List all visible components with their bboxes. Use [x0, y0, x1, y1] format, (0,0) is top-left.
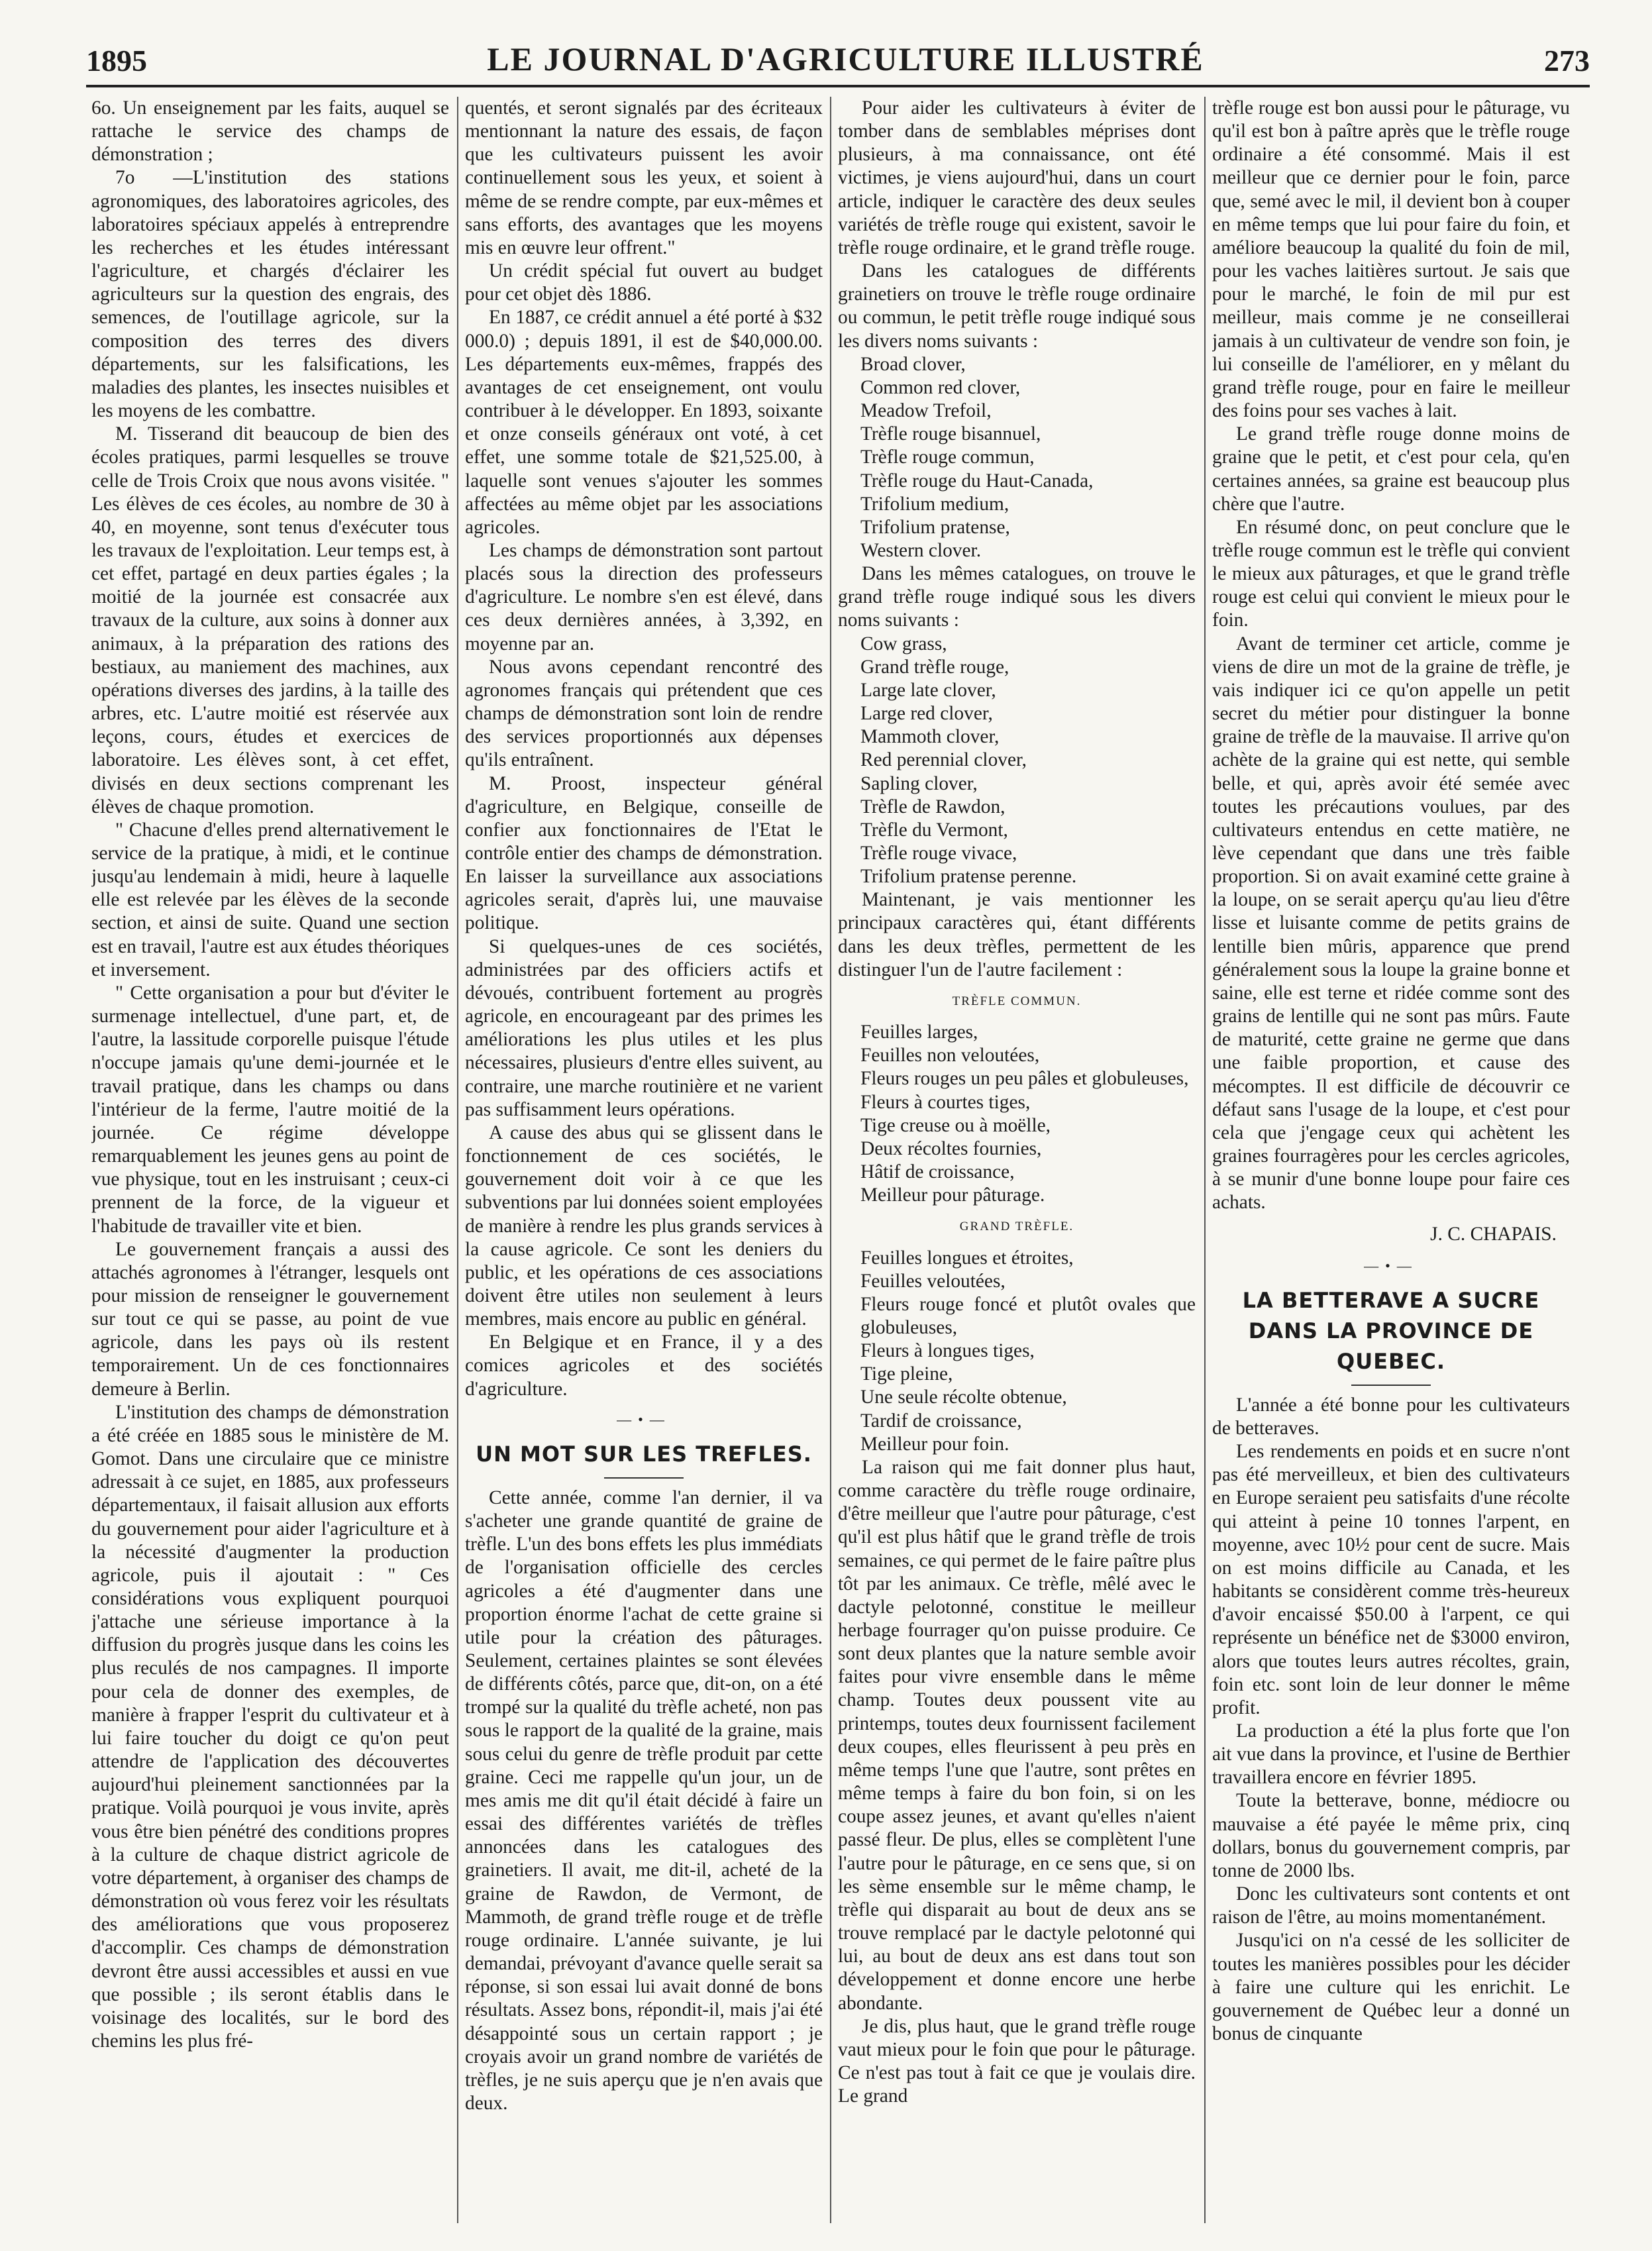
list-item: Meilleur pour pâturage. — [860, 1184, 1045, 1206]
list-item: Deux récoltes fournies, — [860, 1137, 1042, 1159]
list-item: Red perennial clover, — [860, 749, 1027, 771]
column-1 — [91, 97, 449, 2223]
header-year: 1895 — [86, 44, 147, 78]
paragraph: Je dis, plus haut, que le grand trèfle rouge vaut mieux pour le foin que pour le pâturage. Ce n'est pas tout à fait ce que je voulais dire. Le grand — [838, 2015, 1196, 2107]
paragraph: Cette année, comme l'an dernier, il va s'acheter une grande quantité de graine de trèfle. L'un des bons effets les plus immédiats de l'organisation officielle des cercles agricoles a été d'augmenter dans une proportion énorme l'achat de cette graine si utile pour la création des pâturages. Seulement, certaines plaintes se sont élevées de différents côtés, parce que, dit-on, on a été trompé sur la qualité du trèfle acheté, non pas sous le rapport de la qualité de la graine, mais sous celui du genre de trèfle produit par cette graine. Ceci me rappelle qu'un jour, un de mes amis me dit qu'il était décidé à faire un essai des différentes variétés de trèfles annoncées dans les catalogues des grainetiers. Il avait, me dit-il, acheté de la graine de Rawdon, de Vermont, de Mammoth, de grand trèfle rouge et de trèfle rouge ordinaire. L'année suivante, je lui demandai, prévoyant d'avance quelle serait sa réponse, si son essai lui avait donné de bons résultats. Assez bons, répondit-il, mais j'ai été désappointé sous un certain rapport ; je croyais avoir un grand nombre de variétés de trèfles, je ne suis aperçu que je n'en avais que deux. — [465, 1487, 823, 2114]
paragraph: Donc les cultivateurs sont contents et ont raison de l'être, au moins momentanément. — [1212, 1883, 1570, 1928]
list-item: Trèfle de Rawdon, — [860, 796, 1006, 817]
journal-title: LE JOURNAL D'AGRICULTURE ILLUSTRÉ — [487, 40, 1204, 78]
common-traits-list — [838, 1021, 1196, 1207]
column-divider — [457, 97, 458, 2223]
list-item: Feuilles veloutées, — [860, 1270, 1006, 1292]
paragraph: " Chacune d'elles prend alternativement le service de la pratique, à midi, et le continue jusqu'au lendemain à midi, heure à laquelle elle est relevée par les élèves de la seconde section, et ainsi de suite. Quand une section est en travail, l'autre est aux études théoriques et inversement. — [91, 819, 449, 980]
paragraph: Dans les mêmes catalogues, on trouve le grand trèfle rouge indiqué sous les divers noms suivants : — [838, 563, 1196, 631]
grand-traits-list — [838, 1247, 1196, 1456]
title-rule — [1351, 1385, 1431, 1386]
running-head — [86, 32, 1590, 78]
article-title-treffles: UN MOT SUR LES TREFLES. — [476, 1441, 812, 1467]
list-item: Western clover. — [860, 539, 982, 561]
paragraph: En 1887, ce crédit annuel a été porté à $32 000.0) ; depuis 1891, il est de $40,000.00. Les départements eux-mêmes, frappés des avantages de cet enseignement, ont voulu contribuer à le développer. En 1893, soixante et onze conseils généraux ont voté, à cet effet, une somme totale de $21,525.00, à laquelle sont venues s'ajouter les sommes affectées au même objet par les associations agricoles. — [465, 307, 823, 538]
list-item: Trèfle du Vermont, — [860, 819, 1008, 841]
paragraph: A cause des abus qui se glissent dans le fonctionnement de ces sociétés, le gouvernement doit voir à ce que les subventions par lui données soient employées de manière à rendre les plus grands services à la cause agricole. Ce sont les deniers du public, et les opérations de ces associations doivent être utiles non seulement à leurs membres, mais encore au public en général. — [465, 1122, 823, 1330]
subheading-grand-trefle: GRAND TRÈFLE. — [959, 1220, 1074, 1234]
subheading-trefle-commun: TRÈFLE COMMUN. — [952, 994, 1082, 1008]
author-signature: J. C. CHAPAIS. — [1430, 1223, 1557, 1245]
list-item: Fleurs rouge foncé et plutôt ovales que globuleuses, — [860, 1293, 1196, 1338]
list-item: Mammoth clover, — [860, 726, 1000, 748]
paragraph: M. Tisserand dit beaucoup de bien des écoles pratiques, parmi lesquelles se trouve celle de Trois Croix que nous avons visitée. " Les élèves de ces écoles, au nombre de 30 à 40, en moyenne, sont tenus d'exécuter tous les travaux de l'exploitation. Leur temps est, à cet effet, partagé en deux parties égales ; la moitié de la journée est consacrée aux travaux de la culture, aux soins à donner aux animaux, à la préparation des rations des bestiaux, au maniement des machines, aux opérations diverses des jardins, à la taille des arbres, etc. L'autre moitié est réservée aux leçons, cours, études et exercices de laboratoire. Les élèves sont, à cet effet, divisés en deux sections comprenant les élèves de chaque promotion. — [91, 423, 449, 817]
list-item: Common red clover, — [860, 376, 1021, 398]
list-item: Fleurs à courtes tiges, — [860, 1091, 1031, 1113]
column-divider — [830, 97, 831, 2223]
list-item: Broad clover, — [860, 353, 966, 375]
list-item: Fleurs rouges un peu pâles et globuleuses, — [860, 1068, 1189, 1090]
paragraph: L'institution des champs de démonstration a été créée en 1885 sous le ministère de M. Gomot. Dans une circulaire que ce ministre adressait à ce sujet, en 1885, aux professeurs départementaux, il faisait allusion aux efforts du gouvernement pour aider l'agriculture et à la nécessité d'augmenter la production agricole, puis il ajoutait : " Ces considérations vous expliquent pourquoi j'attache une sérieuse importance à la diffusion du progrès jusque dans les coins les plus reculés de nos campagnes. Il importe pour cela de donner des exemples, de manière à frapper l'esprit du cultivateur et à lui faire toucher du doigt ce qu'on peut attendre de l'application des découvertes aujourd'hui pleinement sanctionnées par la pratique. Voilà pourquoi je vous invite, après vous être bien pénétré des conditions propres à la culture de chaque district agricole de votre département, à organiser des champs de démonstration où vous ferez voir les résultats des améliorations que vous proposerez d'accomplir. Ces champs de démonstration devront être aussi accessibles et aussi en vue que possible ; ils seront établis dans le voisinage des localités, sur le bord des chemins les plus fré- — [91, 1401, 449, 2052]
list-item: Trèfle rouge vivace, — [860, 843, 1017, 864]
paragraph: Nous avons cependant rencontré des agronomes français qui prétendent que ces champs de démonstration sont loin de rendre des services proportionnés aux dépenses qu'ils entraînent. — [465, 656, 823, 771]
list-item: Hâtif de croissance, — [860, 1161, 1015, 1183]
list-item: Feuilles non veloutées, — [860, 1045, 1040, 1067]
column-3 — [838, 97, 1196, 2223]
title-rule — [604, 1477, 684, 1479]
list-item: Meilleur pour foin. — [860, 1433, 1009, 1455]
page-number: 273 — [1544, 44, 1590, 78]
paragraph: 6o. Un enseignement par les faits, auquel se rattache le service des champs de démonstration ; — [91, 97, 449, 166]
article-title-betterave: LA BETTERAVE A SUCRE DANS LA PROVINCE DE QUEBEC. — [1242, 1287, 1540, 1374]
paragraph: Si quelques-unes de ces sociétés, administrées par des officiers actifs et dévoués, contribuent fortement au progrès agricole, en encourageant par des primes les améliorations les plus utiles et les plus nécessaires, plusieurs d'entre elles suivent, au contraire, une marche routinière et ne varient pas suffisamment leurs opérations. — [465, 935, 823, 1120]
list-item: Large red clover, — [860, 703, 993, 725]
column-4 — [1212, 97, 1570, 2223]
list-item: Grand trèfle rouge, — [860, 656, 1009, 678]
section-ornament: —•— — [617, 1410, 671, 1428]
paragraph: Dans les catalogues de différents grainetiers on trouve le trèfle rouge ordinaire ou commun, le petit trèfle rouge indiqué sous les divers noms suivants : — [838, 260, 1196, 352]
list-item: Large late clover, — [860, 679, 996, 701]
paragraph: Les champs de démonstration sont partout placés sous la direction des professeurs d'agriculture. Le nombre s'en est élevé, dans ces deux dernières années, à 3,392, en moyenne par an. — [465, 539, 823, 654]
clover-names-large-list — [838, 633, 1196, 889]
paragraph: En résumé donc, on peut conclure que le trèfle rouge commun est le trèfle qui convient le mieux aux pâturages, et que le grand trèfle rouge est celui qui convient le mieux pour le foin. — [1212, 516, 1570, 631]
list-item: Tige pleine, — [860, 1363, 953, 1385]
list-item: Cow grass, — [860, 633, 947, 654]
paragraph: Pour aider les cultivateurs à éviter de tomber dans de semblables méprises dont plusieurs, à ma connaissance, ont été victimes, je viens aujourd'hui, dans un court article, indiquer le caractère des deux seules variétés de trèfle rouge qui existent, savoir le trèfle rouge ordinaire, et le grand trèfle rouge. — [838, 97, 1196, 258]
list-item: Tardif de croissance, — [860, 1410, 1022, 1432]
paragraph: La production a été la plus forte que l'on ait vue dans la province, et l'usine de Berthier travaillera encore en février 1895. — [1212, 1720, 1570, 1789]
paragraph: Le gouvernement français a aussi des attachés agronomes à l'étranger, lesquels ont pour mission de renseigner le gouvernement sur tout ce qui se passe, au point de vue agricole, dans les pays où ils restent temporairement. Un de ces fonctionnaires demeure à Berlin. — [91, 1238, 449, 1400]
paragraph: Jusqu'ici on n'a cessé de les solliciter de toutes les manières possibles pour les décider à faire une culture qui les enrichit. Le gouvernement de Québec leur a donné un bonus de cinquante — [1212, 1930, 1570, 2045]
list-item: Feuilles larges, — [860, 1021, 978, 1043]
list-item: Tige creuse ou à moëlle, — [860, 1114, 1051, 1136]
column-2 — [465, 97, 823, 2223]
section-ornament: —•— — [1364, 1257, 1418, 1274]
paragraph: L'année a été bonne pour les cultivateurs de betteraves. — [1212, 1394, 1570, 1439]
column-divider — [1204, 97, 1206, 2223]
paragraph: En Belgique et en France, il y a des comices agricoles et des sociétés d'agriculture. — [465, 1332, 823, 1400]
paragraph: Avant de terminer cet article, comme je viens de dire un mot de la graine de trèfle, je vais indiquer ici ce qu'on appelle un petit secret du métier pour distinguer la bonne graine de trèfle de la mauvaise. Il arrive qu'on achète de la graine qui est nette, qui semble belle, et qui, après avoir été semée avec toutes les précautions voulues, par des cultivateurs entendus en cette matière, ne lève cependant que dans une très faible proportion. Si on avait examiné cette graine à la loupe, on se serait aperçu qu'au lieu d'être lisse et luisante comme de petits grains de lentille bien mûris, apparence que prend généralement sous la loupe la graine bonne et saine, elle est terne et ridée comme sont des grains de lentille qui ne sont pas mûrs. Faute de maturité, cette graine ne germe que dans une faible proportion, et cause des mécomptes. Il est difficile de découvrir ce défaut sans l'usage de la loupe, et c'est pour cela que j'engage ceux qui achètent les graines fourragères pour les cercles agricoles, à se munir d'une bonne loupe pour faire ces achats. — [1212, 633, 1570, 1214]
paragraph: La raison qui me fait donner plus haut, comme caractère du trèfle rouge ordinaire, d'être meilleur que l'autre pour pâturage, c'est qu'il est plus hâtif que le grand trèfle de trois semaines, ce qui permet de le faire paître plus tôt par les animaux. Ce trèfle, mêlé avec le dactyle pelotonné, constitue le meilleur herbage fourrager qu'on puisse produire. Ce sont deux plantes que la nature semble avoir faites pour vivre ensemble dans le même champ. Toutes deux poussent vite au printemps, toutes deux fournissent facilement deux coupes, elles fleurissent à peu près en même temps l'une que l'autre, sont prêtes en même temps à faire du bon foin, si on les coupe assez jeunes, et avant qu'elles n'aient passé fleur. De plus, elles se complètent l'une l'autre pour le pâturage, en ce sens que, si on les sème ensemble sur le même champ, le trèfle qui disparait au bout de deux ans se trouve remplacé par le dactyle pelotonné qui lui, au bout de deux ans est dans tout son développement et donne encore une herbe abondante. — [838, 1456, 1196, 2014]
list-item: Trifolium medium, — [860, 493, 1009, 515]
list-item: Trèfle rouge bisannuel, — [860, 423, 1041, 445]
list-item: Sapling clover, — [860, 772, 978, 794]
paragraph: Toute la betterave, bonne, médiocre ou mauvaise a été payée le même prix, cinq dollars, bonus du gouvernement compris, par tonne de 2000 lbs. — [1212, 1790, 1570, 1881]
list-item: Feuilles longues et étroites, — [860, 1247, 1074, 1269]
clover-names-common-list — [838, 353, 1196, 562]
paragraph: Le grand trèfle rouge donne moins de graine que le petit, et c'est pour cela, qu'en certaines années, sa graine est beaucoup plus chère que l'autre. — [1212, 423, 1570, 515]
paragraph: Maintenant, je vais mentionner les principaux caractères qui, étant différents dans les deux trèfles, permettent de les distinguer l'un de l'autre facilement : — [838, 889, 1196, 980]
paragraph: Un crédit spécial fut ouvert au budget pour cet objet dès 1886. — [465, 260, 823, 305]
list-item: Trifolium pratense, — [860, 516, 1010, 538]
list-item: Fleurs à longues tiges, — [860, 1340, 1035, 1362]
paragraph: 7o —L'institution des stations agronomiques, des laboratoires agricoles, des laboratoires spéciaux appelés à entreprendre les recherches et les études intéressant l'agriculture, et chargés d'éclairer les agriculteurs sur la question des engrais, des semences, de l'outillage agricole, sur la composition des terres des divers départements, sur les falsifications, les maladies des plantes, les insectes nuisibles et les moyens de les combattre. — [91, 167, 449, 422]
header-rule — [86, 85, 1590, 87]
list-item: Trèfle rouge commun, — [860, 446, 1035, 468]
paragraph: trèfle rouge est bon aussi pour le pâturage, vu qu'il est bon à paître après que le trèfle rouge ordinaire a été consommé. Mais il est meilleur que ce dernier pour le foin, parce que, semé avec le mil, il devient bon à couper en même temps que lui pour faire du foin, et améliore beaucoup la qualité du foin de mil, pour les vaches laitières surtout. Je sais que pour le marché, le foin de mil pur est meilleur, mais comme je ne conseillerai jamais à un cultivateur de vendre son foin, je lui conseille de l'améliorer, en y mêlant du grand trèfle rouge, pour en faire le meilleur des foins pour ses vaches à lait. — [1212, 97, 1570, 422]
list-item: Trèfle rouge du Haut-Canada, — [860, 470, 1094, 492]
paragraph: " Cette organisation a pour but d'éviter le surmenage intellectuel, d'une part, et, de l'autre, la lassitude corporelle puisque l'étude n'occupe jamais qu'une demi-journée et le travail pratique, dans les champs ou dans l'intérieur de la ferme, l'autre moitié de la journée. Ce régime développe remarquablement les jeunes gens au point de vue physique, tout en les instruisant ; ceux-ci prennent de la force, de la vigueur et l'habitude de travailler vite et bien. — [91, 982, 449, 1237]
list-item: Meadow Trefoil, — [860, 400, 992, 422]
paragraph: Les rendements en poids et en sucre n'ont pas été merveilleux, et bien des cultivateurs en Europe seraient peu satisfaits d'une récolte qui atteint à peine 10 tonnes l'arpent, en moyenne, avec 10½ pour cent de sucre. Mais on est moins difficile au Canada, et les habitants se considèrent comme très-heureux d'avoir encaissé $50.00 à l'arpent, ce qui représente un bénéfice net de $3000 environ, alors que toutes leurs autres récoltes, grain, foin etc. sont loin de leur donner le même profit. — [1212, 1441, 1570, 1718]
paragraph: M. Proost, inspecteur général d'agriculture, en Belgique, conseille de confier aux fonctionnaires de l'Etat le contrôle entier des champs de démonstration. En laisser la surveillance aux associations agricoles serait, d'après lui, une mauvaise politique. — [465, 772, 823, 934]
paragraph: quentés, et seront signalés par des écriteaux mentionnant la nature des essais, de façon que les cultivateurs puissent les avoir continuellement sous les yeux, et soient à même de se rendre compte, par eux-mêmes et sans efforts, des avantages que les moyens mis en œuvre leur offrent." — [465, 97, 823, 258]
list-item: Une seule récolte obtenue, — [860, 1387, 1067, 1408]
list-item: Trifolium pratense perenne. — [860, 866, 1077, 888]
